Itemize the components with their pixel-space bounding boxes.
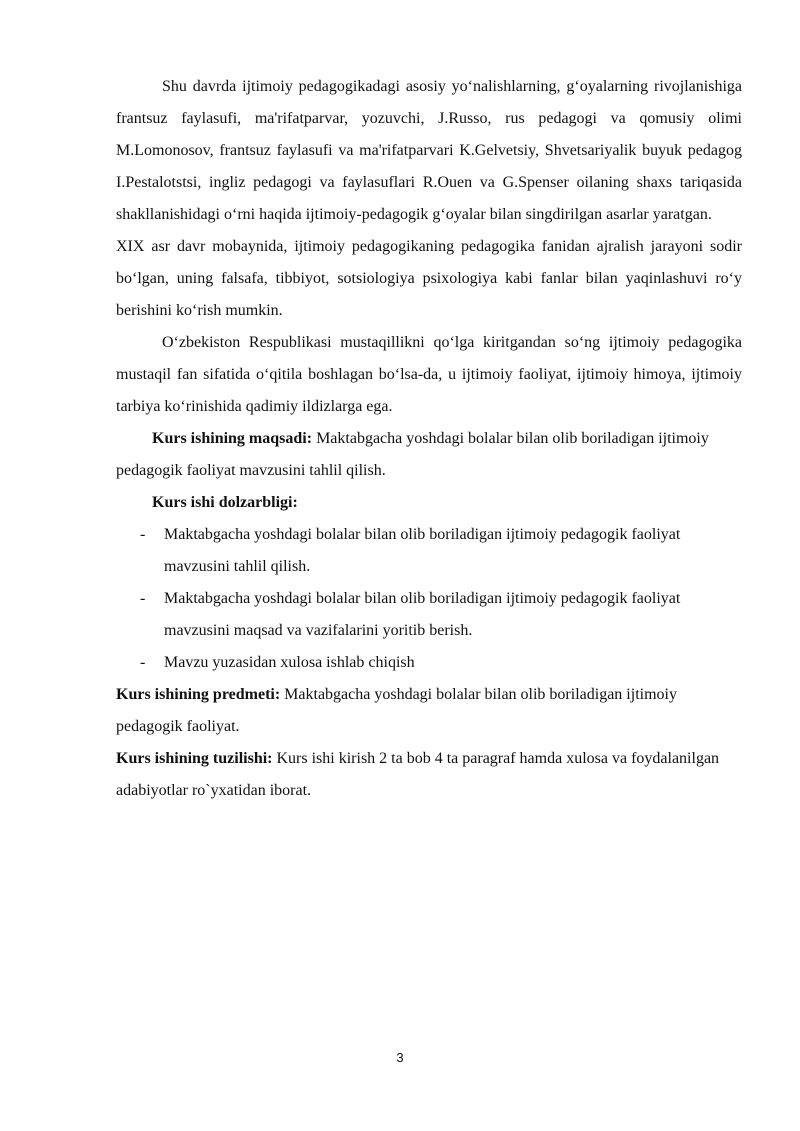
history-paragraph: XIX asr davr mobaynida, ijtimoiy pedagogikaning pedagogika fanidan ajralish jarayoni sodir bo‘lgan, uning falsafa, tibbiyot, sotsiologiya psixologiya kabi fanlar bilan yaqinlashuvi ro‘y berishini ko‘rish mumkin. <box>116 238 742 319</box>
list-item-text: Mavzu yuzasidan xulosa ishlab chiqish <box>164 654 415 671</box>
structure-text: Kurs ishi kirish 2 ta bob 4 ta paragraf hamda xulosa va foydalanilgan adabiyotlar ro`yxatidan iborat. <box>116 750 720 799</box>
list-item <box>116 647 742 679</box>
list-item <box>116 583 742 647</box>
dash-bullet: - <box>140 654 146 671</box>
subject-text: Maktabgacha yoshdagi bolalar bilan olib boriladigan ijtimoiy pedagogik faoliyat. <box>116 686 677 735</box>
relevance-label: Kurs ishi dolzarbligi: <box>152 494 298 511</box>
relevance-list <box>116 519 742 679</box>
dash-bullet: - <box>140 526 146 543</box>
list-item <box>116 519 742 583</box>
subject-label: Kurs ishining predmeti: <box>116 686 281 703</box>
dash-bullet: - <box>140 590 146 607</box>
goal-label: Kurs ishining maqsadi: <box>152 430 313 447</box>
document-page <box>116 71 742 807</box>
structure-paragraph <box>116 743 742 807</box>
goal-text: Maktabgacha yoshdagi bolalar bilan olib boriladigan ijtimoiy pedagogik faoliyat mavzusini tahlil qilish. <box>116 430 709 479</box>
list-item-text: Maktabgacha yoshdagi bolalar bilan olib boriladigan ijtimoiy pedagogik faoliyat mavzusini tahlil qilish. <box>164 526 681 575</box>
intro-paragraph: Shu davrda ijtimoiy pedagogikadagi asosiy yo‘nalishlarning, g‘oyalarning rivojlanishiga frantsuz faylasufi, ma'rifatparvar, yozuvchi, J.Russo, rus pedagogi va qomusiy olimi M.Lomonosov, frantsuz faylasufi va ma'rifatparvari K.Gelvetsiy, Shvetsariyalik buyuk pedagog I.Pestalotstsi, ingliz pedagogi va faylasuflari R.Ouen va G.Spenser oilaning shaxs tariqasida shakllanishidagi o‘rni haqida ijtimoiy-pedagogik g‘oyalar bilan singdirilgan asarlar yaratgan. <box>116 78 742 223</box>
uzbekistan-paragraph: O‘zbekiston Respublikasi mustaqillikni qo‘lga kiritgandan so‘ng ijtimoiy pedagogika mustaqil fan sifatida o‘qitila boshlagan bo‘lsa-da, u ijtimoiy faoliyat, ijtimoiy himoya, ijtimoiy tarbiya ko‘rinishida qadimiy ildizlarga ega. <box>116 334 742 415</box>
structure-label: Kurs ishining tuzilishi: <box>116 750 273 767</box>
page-number: 3 <box>396 1050 404 1065</box>
list-item-text: Maktabgacha yoshdagi bolalar bilan olib boriladigan ijtimoiy pedagogik faoliyat mavzusini maqsad va vazifalarini yoritib berish. <box>164 590 681 639</box>
subject-paragraph <box>116 679 742 743</box>
goal-paragraph <box>116 423 742 487</box>
